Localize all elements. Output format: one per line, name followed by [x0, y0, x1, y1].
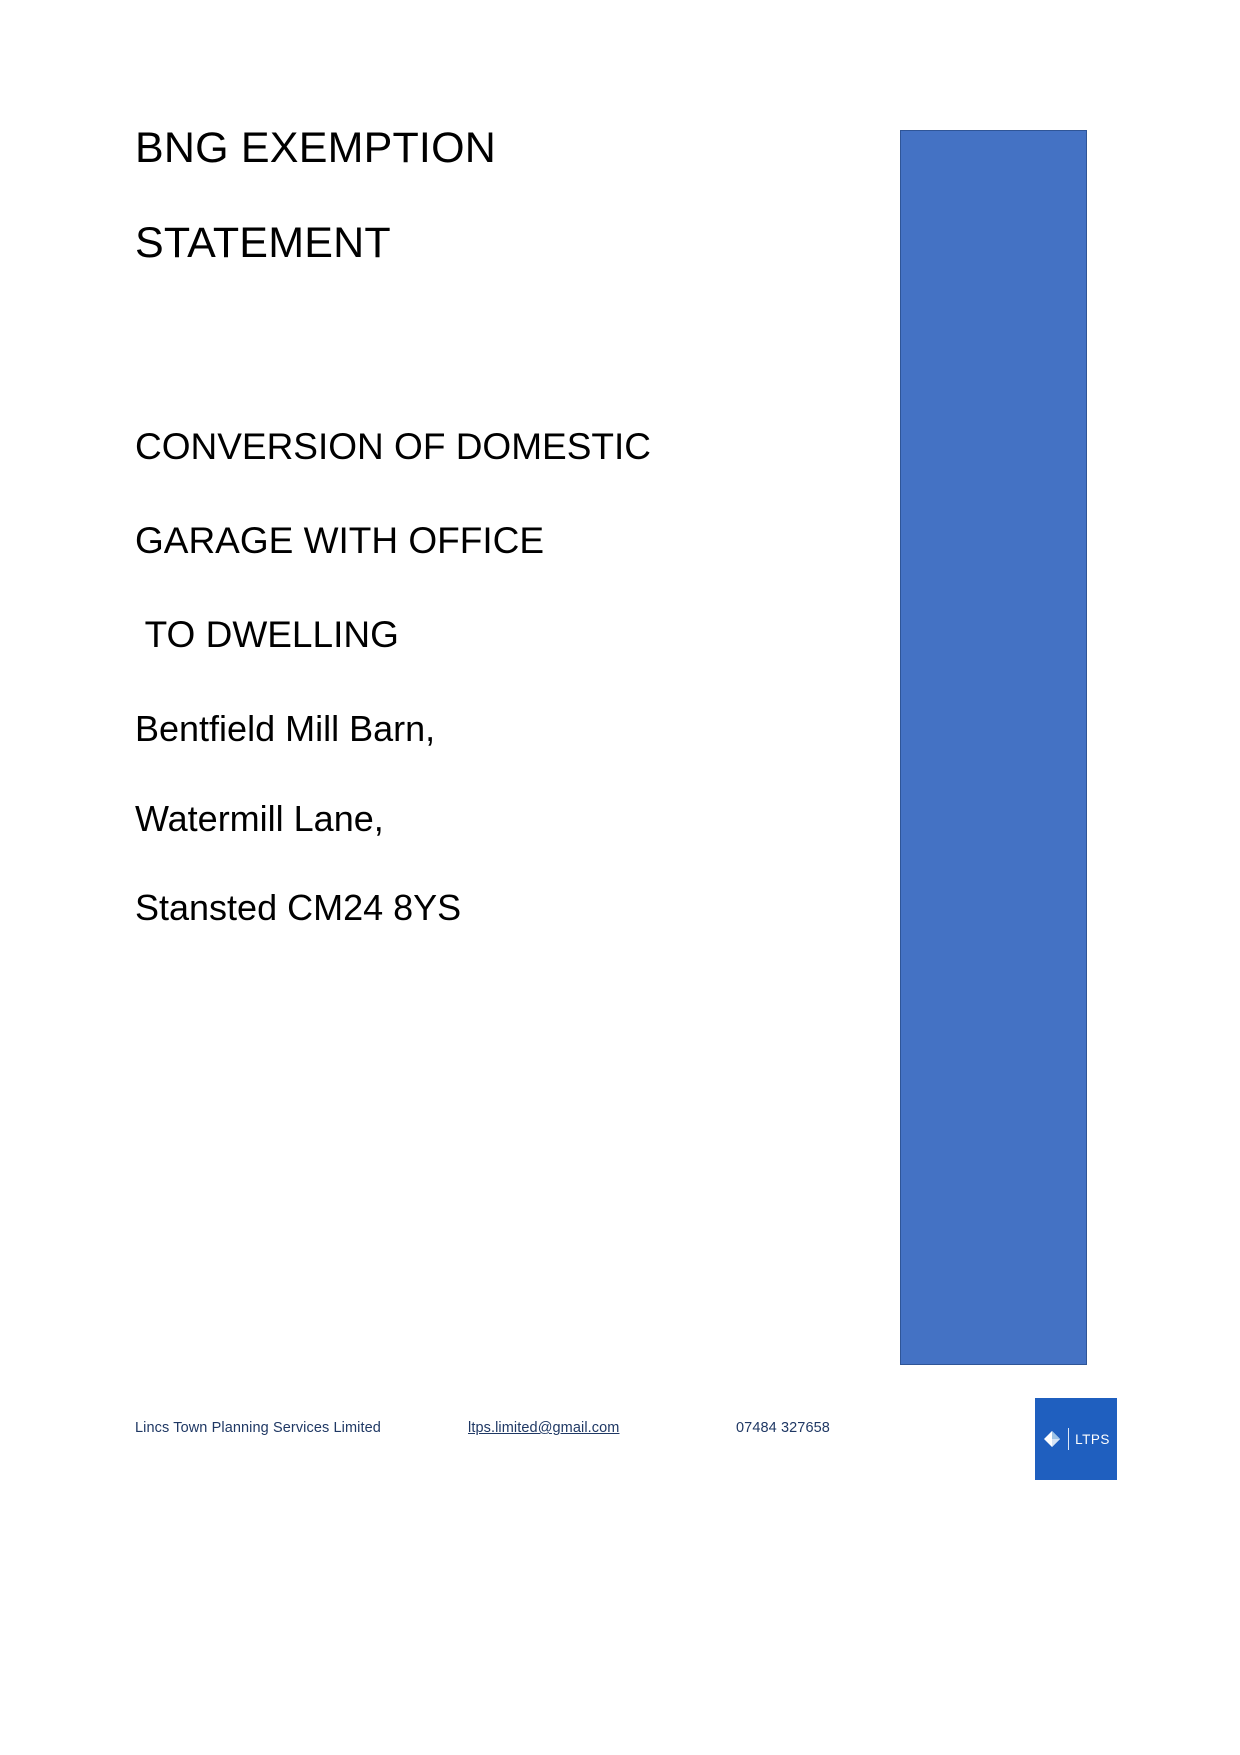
- title-spacer: [135, 316, 855, 428]
- logo-text: LTPS: [1075, 1431, 1110, 1447]
- document-subtitle-line-2: GARAGE WITH OFFICE: [135, 520, 545, 562]
- diamond-cube-icon: [1042, 1429, 1062, 1449]
- page-footer: [135, 1420, 1095, 1460]
- accent-side-bar: [900, 130, 1087, 1365]
- document-subtitle-line-1: CONVERSION OF DOMESTIC: [135, 426, 651, 468]
- site-address-line-2: Watermill Lane,: [135, 797, 384, 839]
- document-title-line-1: BNG EXEMPTION: [135, 124, 496, 172]
- ltps-logo: [1035, 1398, 1117, 1480]
- footer-phone-number: 07484 327658: [736, 1420, 830, 1436]
- footer-email-link[interactable]: ltps.limited@gmail.com: [468, 1420, 620, 1436]
- title-block: [135, 126, 855, 979]
- site-address-line-1: Bentfield Mill Barn,: [135, 707, 436, 749]
- document-subtitle-line-3: TO DWELLING: [135, 613, 399, 655]
- footer-company-name: Lincs Town Planning Services Limited: [135, 1420, 381, 1436]
- site-address-line-3: Stansted CM24 8YS: [135, 887, 462, 929]
- logo-divider: [1068, 1428, 1069, 1450]
- document-title-line-2: STATEMENT: [135, 219, 391, 268]
